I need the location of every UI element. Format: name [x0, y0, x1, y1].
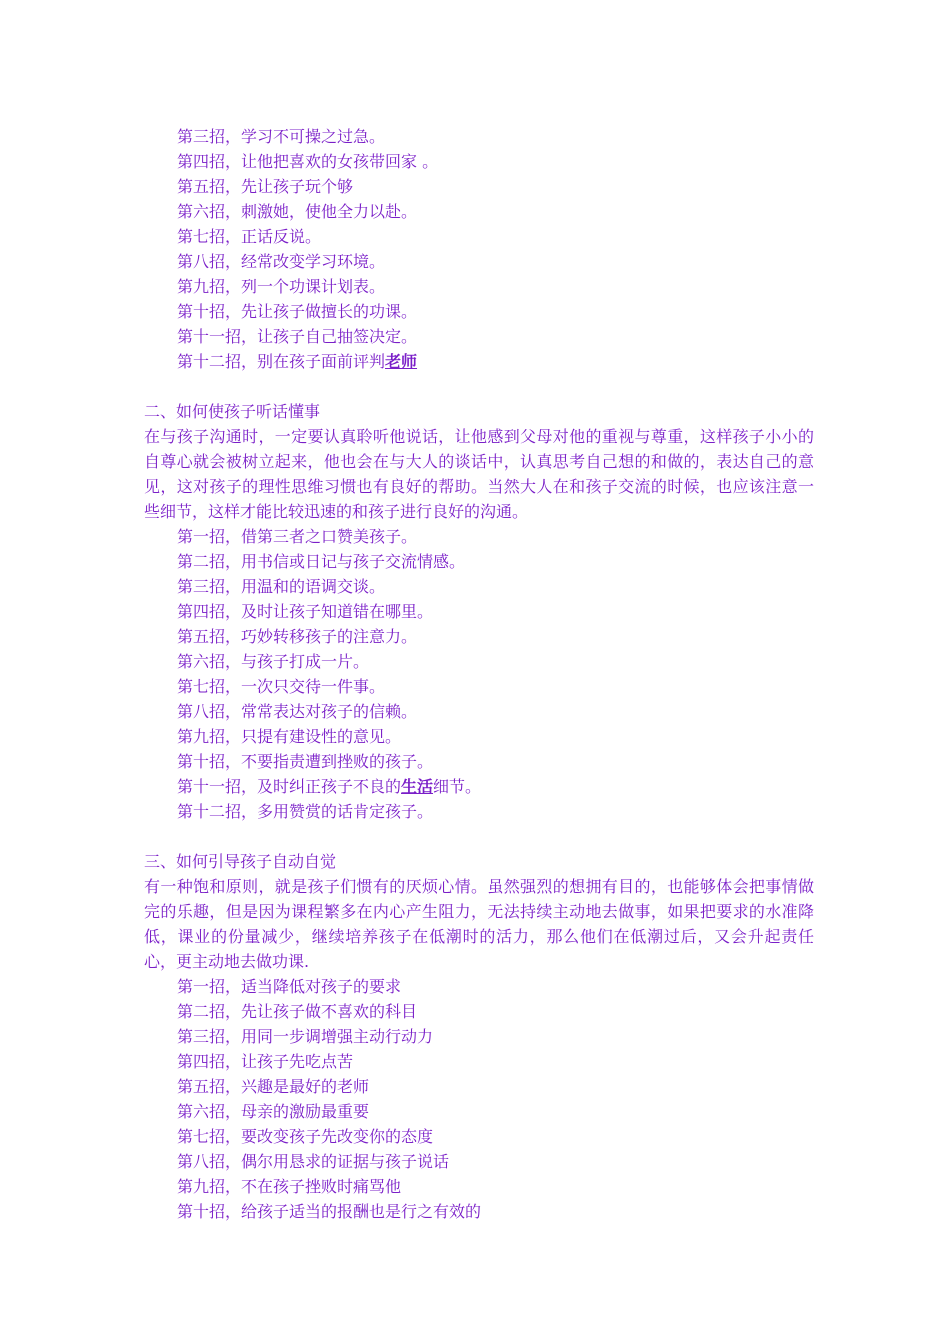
list-item: 第四招，及时让孩子知道错在哪里。	[177, 602, 434, 621]
list-item: 第十招，给孩子适当的报酬也是行之有效的	[177, 1202, 482, 1221]
list-item: 第十招，不要指责遭到挫败的孩子。	[177, 752, 434, 771]
teacher-link[interactable]: 老师	[385, 352, 418, 371]
section-heading: 二、如何使孩子听话懂事	[144, 402, 321, 421]
list-item: 第六招，刺激她，使他全力以赴。	[177, 202, 418, 221]
list-item: 第三招，学习不可操之过急。	[177, 127, 386, 146]
list-item-text: 细节。	[433, 777, 482, 796]
section2	[144, 399, 814, 824]
list-item: 第九招，只提有建设性的意见。	[177, 727, 402, 746]
list-item-text: 第十二招，别在孩子面前评判	[177, 352, 386, 371]
list-item: 第一招，适当降低对孩子的要求	[177, 977, 402, 996]
section-paragraph: 在与孩子沟通时，一定要认真聆听他说话，让他感到父母对他的重视与尊重，这样孩子小小的自尊心就会被树立起来，他也会在与大人的谈话中，认真思考自己想的和做的，表达自己的意见，这对孩子的理性思维习惯也有良好的帮助。当然大人在和孩子交流的时候，也应该注意一些细节，这样才能比较迅速的和孩子进行良好的沟通。	[144, 427, 814, 521]
list-item: 第六招，与孩子打成一片。	[177, 652, 370, 671]
list-item: 第七招，要改变孩子先改变你的态度	[177, 1127, 434, 1146]
list-item	[144, 349, 814, 374]
list-item: 第六招，母亲的激励最重要	[177, 1102, 370, 1121]
list-item: 第一招，借第三者之口赞美孩子。	[177, 527, 418, 546]
spacer	[144, 824, 814, 849]
list-item: 第九招，不在孩子挫败时痛骂他	[177, 1177, 402, 1196]
section-heading: 三、如何引导孩子自动自觉	[144, 852, 337, 871]
list-item: 第二招，用书信或日记与孩子交流情感。	[177, 552, 466, 571]
document-page	[144, 124, 814, 1224]
spacer	[144, 374, 814, 399]
list-item: 第八招，偶尔用恳求的证据与孩子说话	[177, 1152, 450, 1171]
list-item: 第十一招，让孩子自己抽签决定。	[177, 327, 418, 346]
list-item: 第五招，兴趣是最好的老师	[177, 1077, 370, 1096]
list-item: 第四招，让孩子先吃点苦	[177, 1052, 354, 1071]
list-item: 第四招，让他把喜欢的女孩带回家 。	[177, 152, 439, 171]
list-item: 第三招，用同一步调增强主动行动力	[177, 1027, 434, 1046]
list-item: 第二招，先让孩子做不喜欢的科目	[177, 1002, 418, 1021]
list-item: 第七招，一次只交待一件事。	[177, 677, 386, 696]
list-item: 第八招，经常改变学习环境。	[177, 252, 386, 271]
section-paragraph: 有一种饱和原则，就是孩子们惯有的厌烦心情。虽然强烈的想拥有目的，也能够体会把事情做完的乐趣，但是因为课程繁多在内心产生阻力，无法持续主动地去做事，如果把要求的水准降低，课业的份量减少，继续培养孩子在低潮时的活力，那么他们在低潮过后，又会升起责任心，更主动地去做功课.	[144, 877, 814, 971]
life-link[interactable]: 生活	[401, 777, 434, 796]
list-item: 第八招，常常表达对孩子的信赖。	[177, 702, 418, 721]
list-item	[144, 774, 814, 799]
list-item-text: 第十一招，及时纠正孩子不良的	[177, 777, 402, 796]
list-item: 第五招，巧妙转移孩子的注意力。	[177, 627, 418, 646]
list-item: 第十招，先让孩子做擅长的功课。	[177, 302, 418, 321]
list-item: 第五招，先让孩子玩个够	[177, 177, 354, 196]
list-item: 第十二招，多用赞赏的话肯定孩子。	[177, 802, 434, 821]
section1-list	[144, 124, 814, 374]
list-item: 第三招，用温和的语调交谈。	[177, 577, 386, 596]
section3	[144, 849, 814, 1224]
list-item: 第九招，列一个功课计划表。	[177, 277, 386, 296]
list-item: 第七招，正话反说。	[177, 227, 322, 246]
